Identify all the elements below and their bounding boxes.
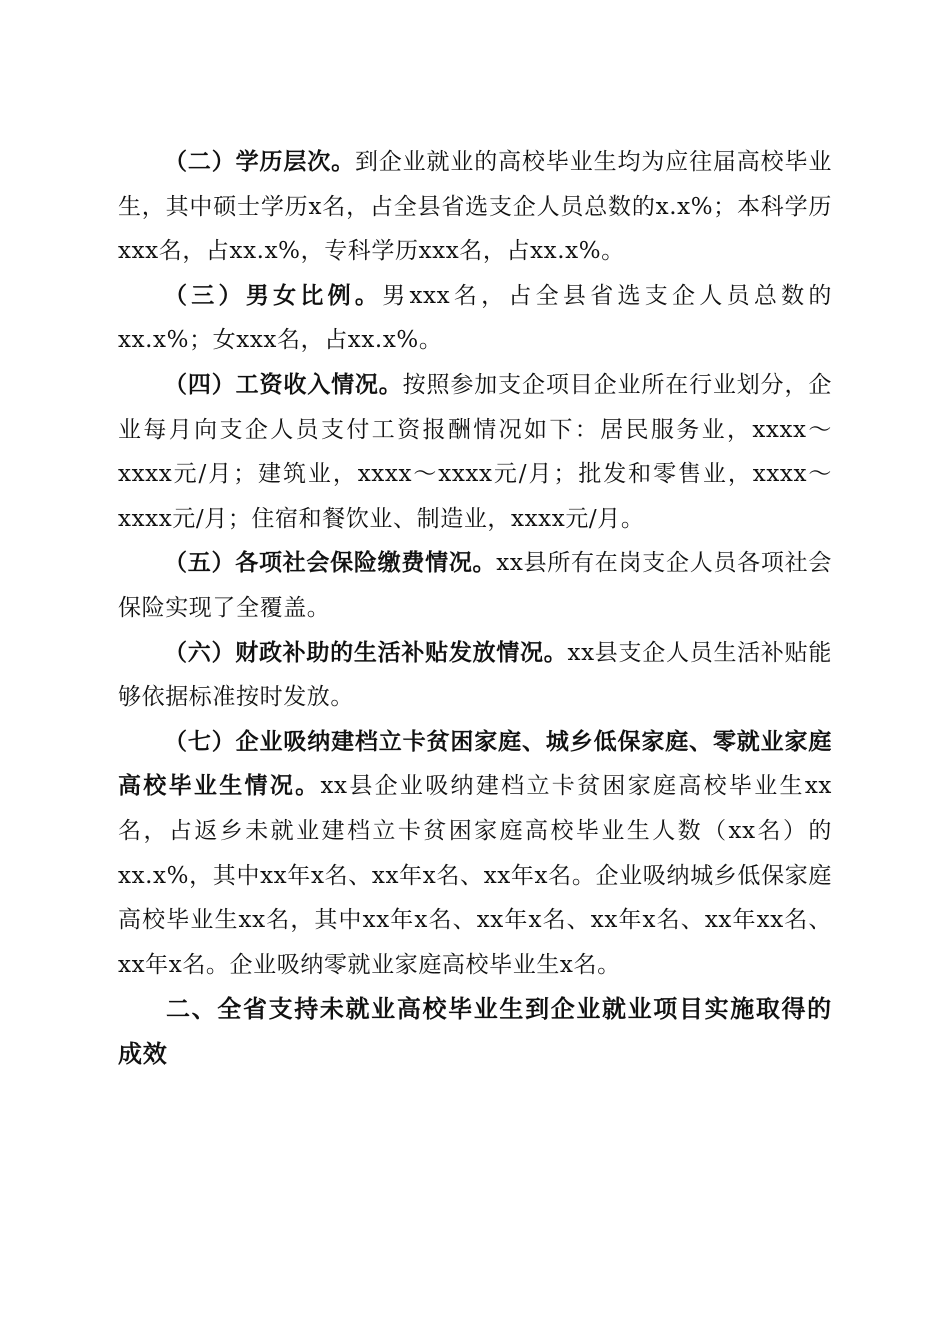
paragraph-gender-ratio — [118, 274, 832, 363]
paragraph-body: xx县支企人员生活补贴能够依据标准按时发放。 — [118, 639, 832, 711]
paragraph-lead: （三）男女比例。 — [164, 282, 383, 309]
paragraph-body: 到企业就业的高校毕业生均为应往届高校毕业生，其中硕士学历x名，占全县省选支企人员总数的x.x%；本科学历xxx名，占xx.x%，专科学历xxx名，占xx.x%。 — [118, 149, 832, 265]
paragraph-body: xx县企业吸纳建档立卡贫困家庭高校毕业生xx名，占返乡未就业建档立卡贫困家庭高校毕业生人数（xx名）的xx.x%，其中xx年x名、xx年x名、xx年x名。企业吸纳城乡低保家庭高校毕业生xx名，其中xx年x名、xx年x名、xx年x名、xx年xx名、xx年x名。企业吸纳零就业家庭高校毕业生x名。 — [118, 773, 832, 978]
paragraph-body: 按照参加支企项目企业所在行业划分，企业每月向支企人员支付工资报酬情况如下：居民服务业，xxxx～xxxx元/月；建筑业，xxxx～xxxx元/月；批发和零售业，xxxx～xxxx元/月；住宿和餐饮业、制造业，xxxx元/月。 — [118, 371, 832, 532]
paragraph-lead: （七）企业吸纳建档立卡贫困家庭、城乡低保家庭、零就业家庭高校毕业生情况。 — [118, 728, 832, 800]
paragraph-lead: （四）工资收入情况。 — [164, 371, 403, 398]
paragraph-lead: （五）各项社会保险缴费情况。 — [164, 550, 497, 577]
paragraph-wage-income — [118, 363, 832, 541]
paragraph-education-level — [118, 140, 832, 274]
section-heading: 二、全省支持未就业高校毕业生到企业就业项目实施取得的成效 — [118, 995, 832, 1068]
paragraph-lead: （六）财政补助的生活补贴发放情况。 — [164, 639, 568, 666]
paragraph-social-insurance — [118, 541, 832, 630]
paragraph-body: 男xxx名，占全县省选支企人员总数的xx.x%；女xxx名，占xx.x%。 — [118, 282, 832, 354]
paragraph-body: xx县所有在岗支企人员各项社会保险实现了全覆盖。 — [118, 550, 832, 621]
paragraph-poverty-families — [118, 720, 832, 988]
paragraph-living-subsidy — [118, 631, 832, 720]
paragraph-lead: （二）学历层次。 — [164, 149, 355, 175]
document-page — [118, 140, 832, 1076]
